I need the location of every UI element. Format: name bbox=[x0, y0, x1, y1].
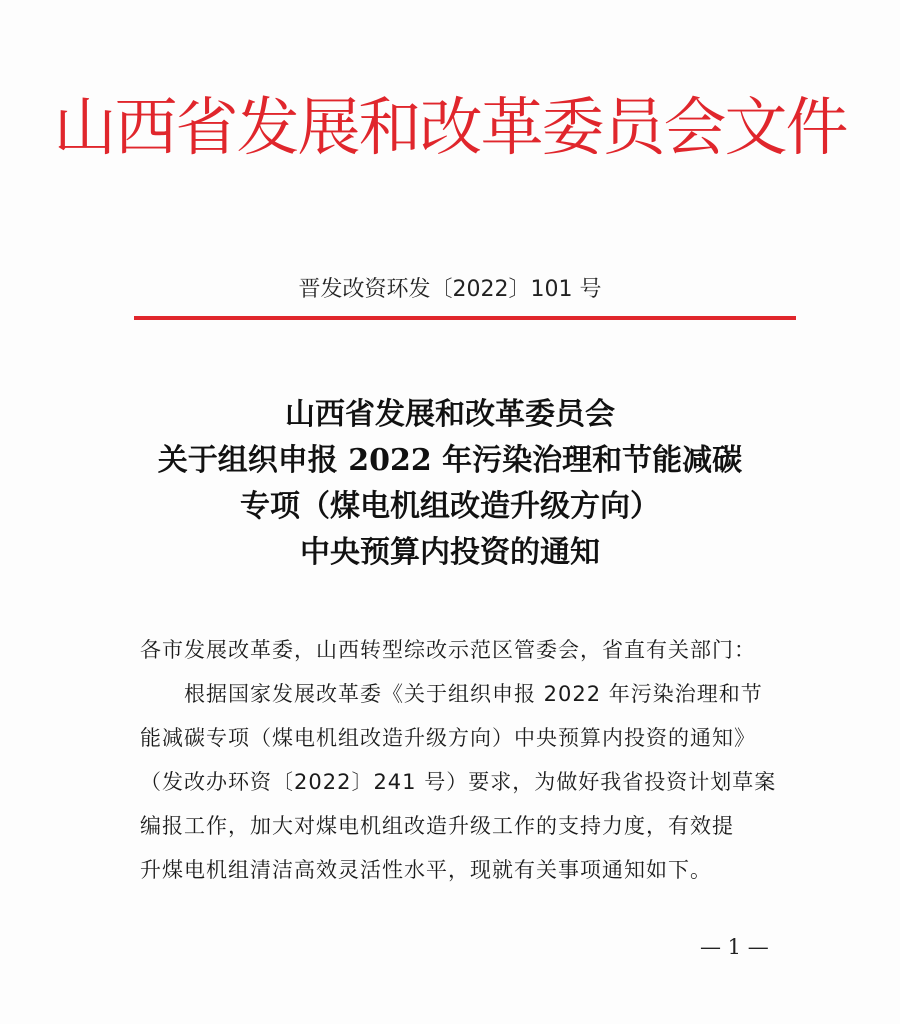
notice-title-line: 专项（煤电机组改造升级方向） bbox=[240, 489, 660, 524]
body-text bbox=[140, 628, 810, 892]
addressee-line: 各市发展改革委，山西转型综改示范区管委会，省直有关部门： bbox=[140, 638, 756, 662]
document-header-title: 山西省发展和改革委员会文件 bbox=[53, 91, 847, 164]
paragraph-line: （发改办环资〔2022〕241 号）要求，为做好我省投资计划草案 bbox=[140, 770, 777, 794]
paragraph-line: 升煤电机组清洁高效灵活性水平，现就有关事项通知如下。 bbox=[140, 858, 712, 882]
notice-title-line: 中央预算内投资的通知 bbox=[300, 535, 600, 570]
notice-title-line: 关于组织申报 2022 年污染治理和节能减碳 bbox=[157, 443, 743, 478]
paragraph-line: 编报工作，加大对煤电机组改造升级工作的支持力度，有效提 bbox=[140, 814, 734, 838]
document-number: 晋发改资环发〔2022〕101 号 bbox=[298, 277, 602, 302]
notice-title bbox=[0, 392, 900, 576]
red-divider-line bbox=[134, 316, 796, 320]
paragraph-line: 能减碳专项（煤电机组改造升级方向）中央预算内投资的通知》 bbox=[140, 726, 756, 750]
notice-title-line: 山西省发展和改革委员会 bbox=[285, 397, 615, 432]
paragraph-line: 根据国家发展改革委《关于组织申报 2022 年污染治理和节 bbox=[184, 682, 763, 706]
page-number: — 1 — bbox=[700, 935, 769, 959]
